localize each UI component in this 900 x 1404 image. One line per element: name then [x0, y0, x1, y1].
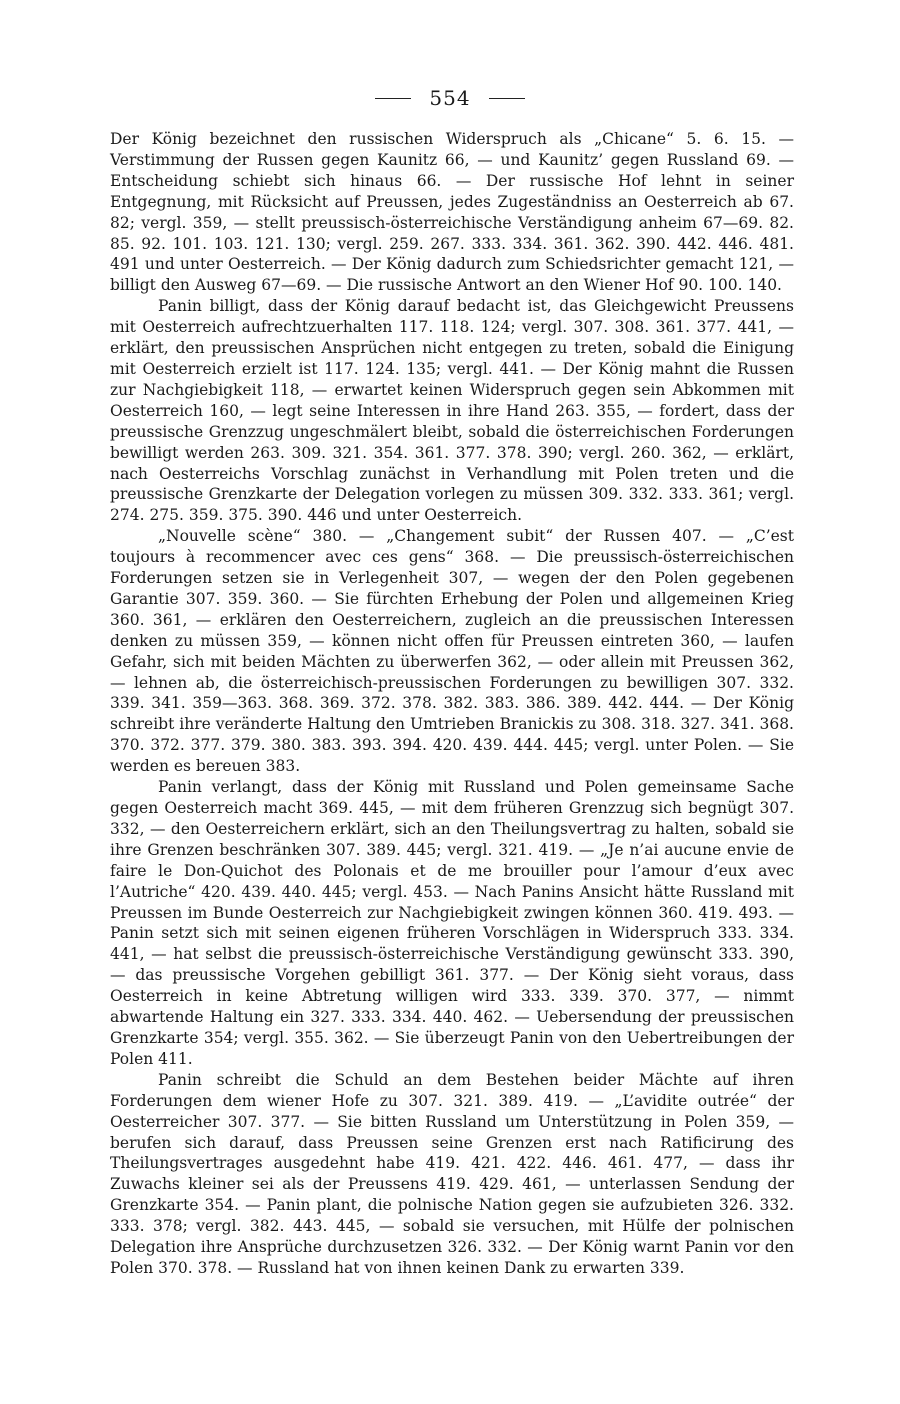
paragraph-1: Der König bezeichnet den russischen Widerspruch als „Chicane“ 5. 6. 15. — Verstimmung der Russen gegen Kaunitz 66, — und Kaunitz’ gegen Russland 69. — Entscheidung schiebt sich hinaus 66. — Der russische Hof lehnt in seiner Entgegnung, mit Rücksicht auf Preussen, jedes Zugeständniss an Oesterreich ab 67. 82; vergl. 359, — stellt preussisch-österreichische Verständigung anheim 67—69. 82. 85. 92. 101. 103. 121. 130; vergl. 259. 267. 333. 334. 361. 362. 390. 442. 446. 481. 491 und unter Oesterreich. — Der König dadurch zum Schiedsrichter gemacht 121, — billigt den Ausweg 67—69. — Die russische Antwort an den Wiener Hof 90. 100. 140. [110, 130, 794, 295]
header-rule-right [489, 98, 525, 99]
page-header [0, 86, 900, 110]
paragraph-3: „Nouvelle scène“ 380. — „Changement subit“ der Russen 407. — „C’est toujours à recommencer avec ces gens“ 368. — Die preussisch-österreichischen Forderungen setzen sie in Verlegenheit 307, — wegen der den Polen gegebenen Garantie 307. 359. 360. — Sie fürchten Erhebung der Polen und allgemeinen Krieg 360. 361, — erklären den Oesterreichern, zugleich an die preussischen Interessen denken zu müssen 359, — können nicht offen für Preussen eintreten 360, — laufen Gefahr, sich mit beiden Mächten zu überwerfen 362, — oder allein mit Preussen 362, — lehnen ab, die österreichisch-preussischen Forderungen zu bewilligen 307. 332. 339. 341. 359—363. 368. 369. 372. 378. 382. 383. 386. 389. 442. 444. — Der König schreibt ihre veränderte Haltung den Umtrieben Branickis zu 308. 318. 327. 341. 368. 370. 372. 377. 379. 380. 383. 393. 394. 420. 439. 444. 445; vergl. unter Polen. — Sie werden es bereuen 383. [110, 527, 794, 776]
paragraph-2: Panin billigt, dass der König darauf bedacht ist, das Gleichgewicht Preussens mit Oesterreich aufrechtzuerhalten 117. 118. 124; vergl. 307. 308. 361. 377. 441, — erklärt, den preussischen Ansprüchen nicht entgegen zu treten, sobald die Einigung mit Oesterreich erzielt ist 117. 124. 135; vergl. 441. — Der König mahnt die Russen zur Nachgiebigkeit 118, — erwartet keinen Widerspruch gegen sein Abkommen mit Oesterreich 160, — legt seine Interessen in ihre Hand 263. 355, — fordert, dass der preussische Grenzzug ungeschmälert bleibt, sobald die österreichischen Forderungen bewilligt werden 263. 309. 321. 354. 361. 377. 378. 390; vergl. 260. 362, — erklärt, nach Oesterreichs Vorschlag zunächst in Verhandlung mit Polen treten und die preussische Grenzkarte der Delegation vorlegen zu müssen 309. 332. 333. 361; vergl. 274. 275. 359. 375. 390. 446 und unter Oesterreich. [110, 297, 794, 525]
paragraph-5: Panin schreibt die Schuld an dem Bestehen beider Mächte auf ihren Forderungen dem wiener Hofe zu 307. 321. 389. 419. — „L’avidite outrée“ der Oesterreicher 307. 377. — Sie bitten Russland um Unterstützung in Polen 359, — berufen sich darauf, dass Preussen seine Grenzen erst nach Ratificirung des Theilungsvertrages ausgedehnt habe 419. 421. 422. 446. 461. 477, — dass ihr Zuwachs kleiner sei als der Preussens 419. 429. 461, — unterlassen Sendung der Grenzkarte 354. — Panin plant, die polnische Nation gegen sie aufzubieten 326. 332. 333. 378; vergl. 382. 443. 445, — sobald sie versuchen, mit Hülfe der polnischen Delegation ihre Ansprüche durchzusetzen 326. 332. — Der König warnt Panin vor den Polen 370. 378. — Russland hat von ihnen keinen Dank zu erwarten 339. [110, 1070, 794, 1277]
paragraph-4: Panin verlangt, dass der König mit Russland und Polen gemeinsame Sache gegen Oesterreich macht 369. 445, — mit dem früheren Grenzzug sich begnügt 307. 332, — den Oesterreichern erklärt, sich an den Theilungsvertrag zu halten, sobald sie ihre Grenzen beschränken 307. 389. 445; vergl. 321. 419. — „Je n’ai aucune envie de faire le Don-Quichot des Polonais et de me brouiller pour l’amour d’eux avec l’Autriche“ 420. 439. 440. 445; vergl. 453. — Nach Panins Ansicht hätte Russland mit Preussen im Bunde Oesterreich zur Nachgiebigkeit zwingen können 360. 419. 493. — Panin setzt sich mit seinen eigenen früheren Vorschlägen in Widerspruch 333. 334. 441, — hat selbst die preussisch-österreichische Verständigung gewünscht 333. 390, — das preussische Vorgehen gebilligt 361. 377. — Der König sieht voraus, dass Oesterreich in keine Abtretung willigen wird 333. 339. 370. 377, — nimmt abwartende Haltung ein 327. 333. 334. 440. 462. — Uebersendung der preussischen Grenzkarte 354; vergl. 355. 362. — Sie überzeugt Panin von den Uebertreibungen der Polen 411. [110, 778, 794, 1068]
page-number: 554 [429, 86, 471, 110]
body-text [110, 129, 794, 1279]
header-rule-left [375, 98, 411, 99]
